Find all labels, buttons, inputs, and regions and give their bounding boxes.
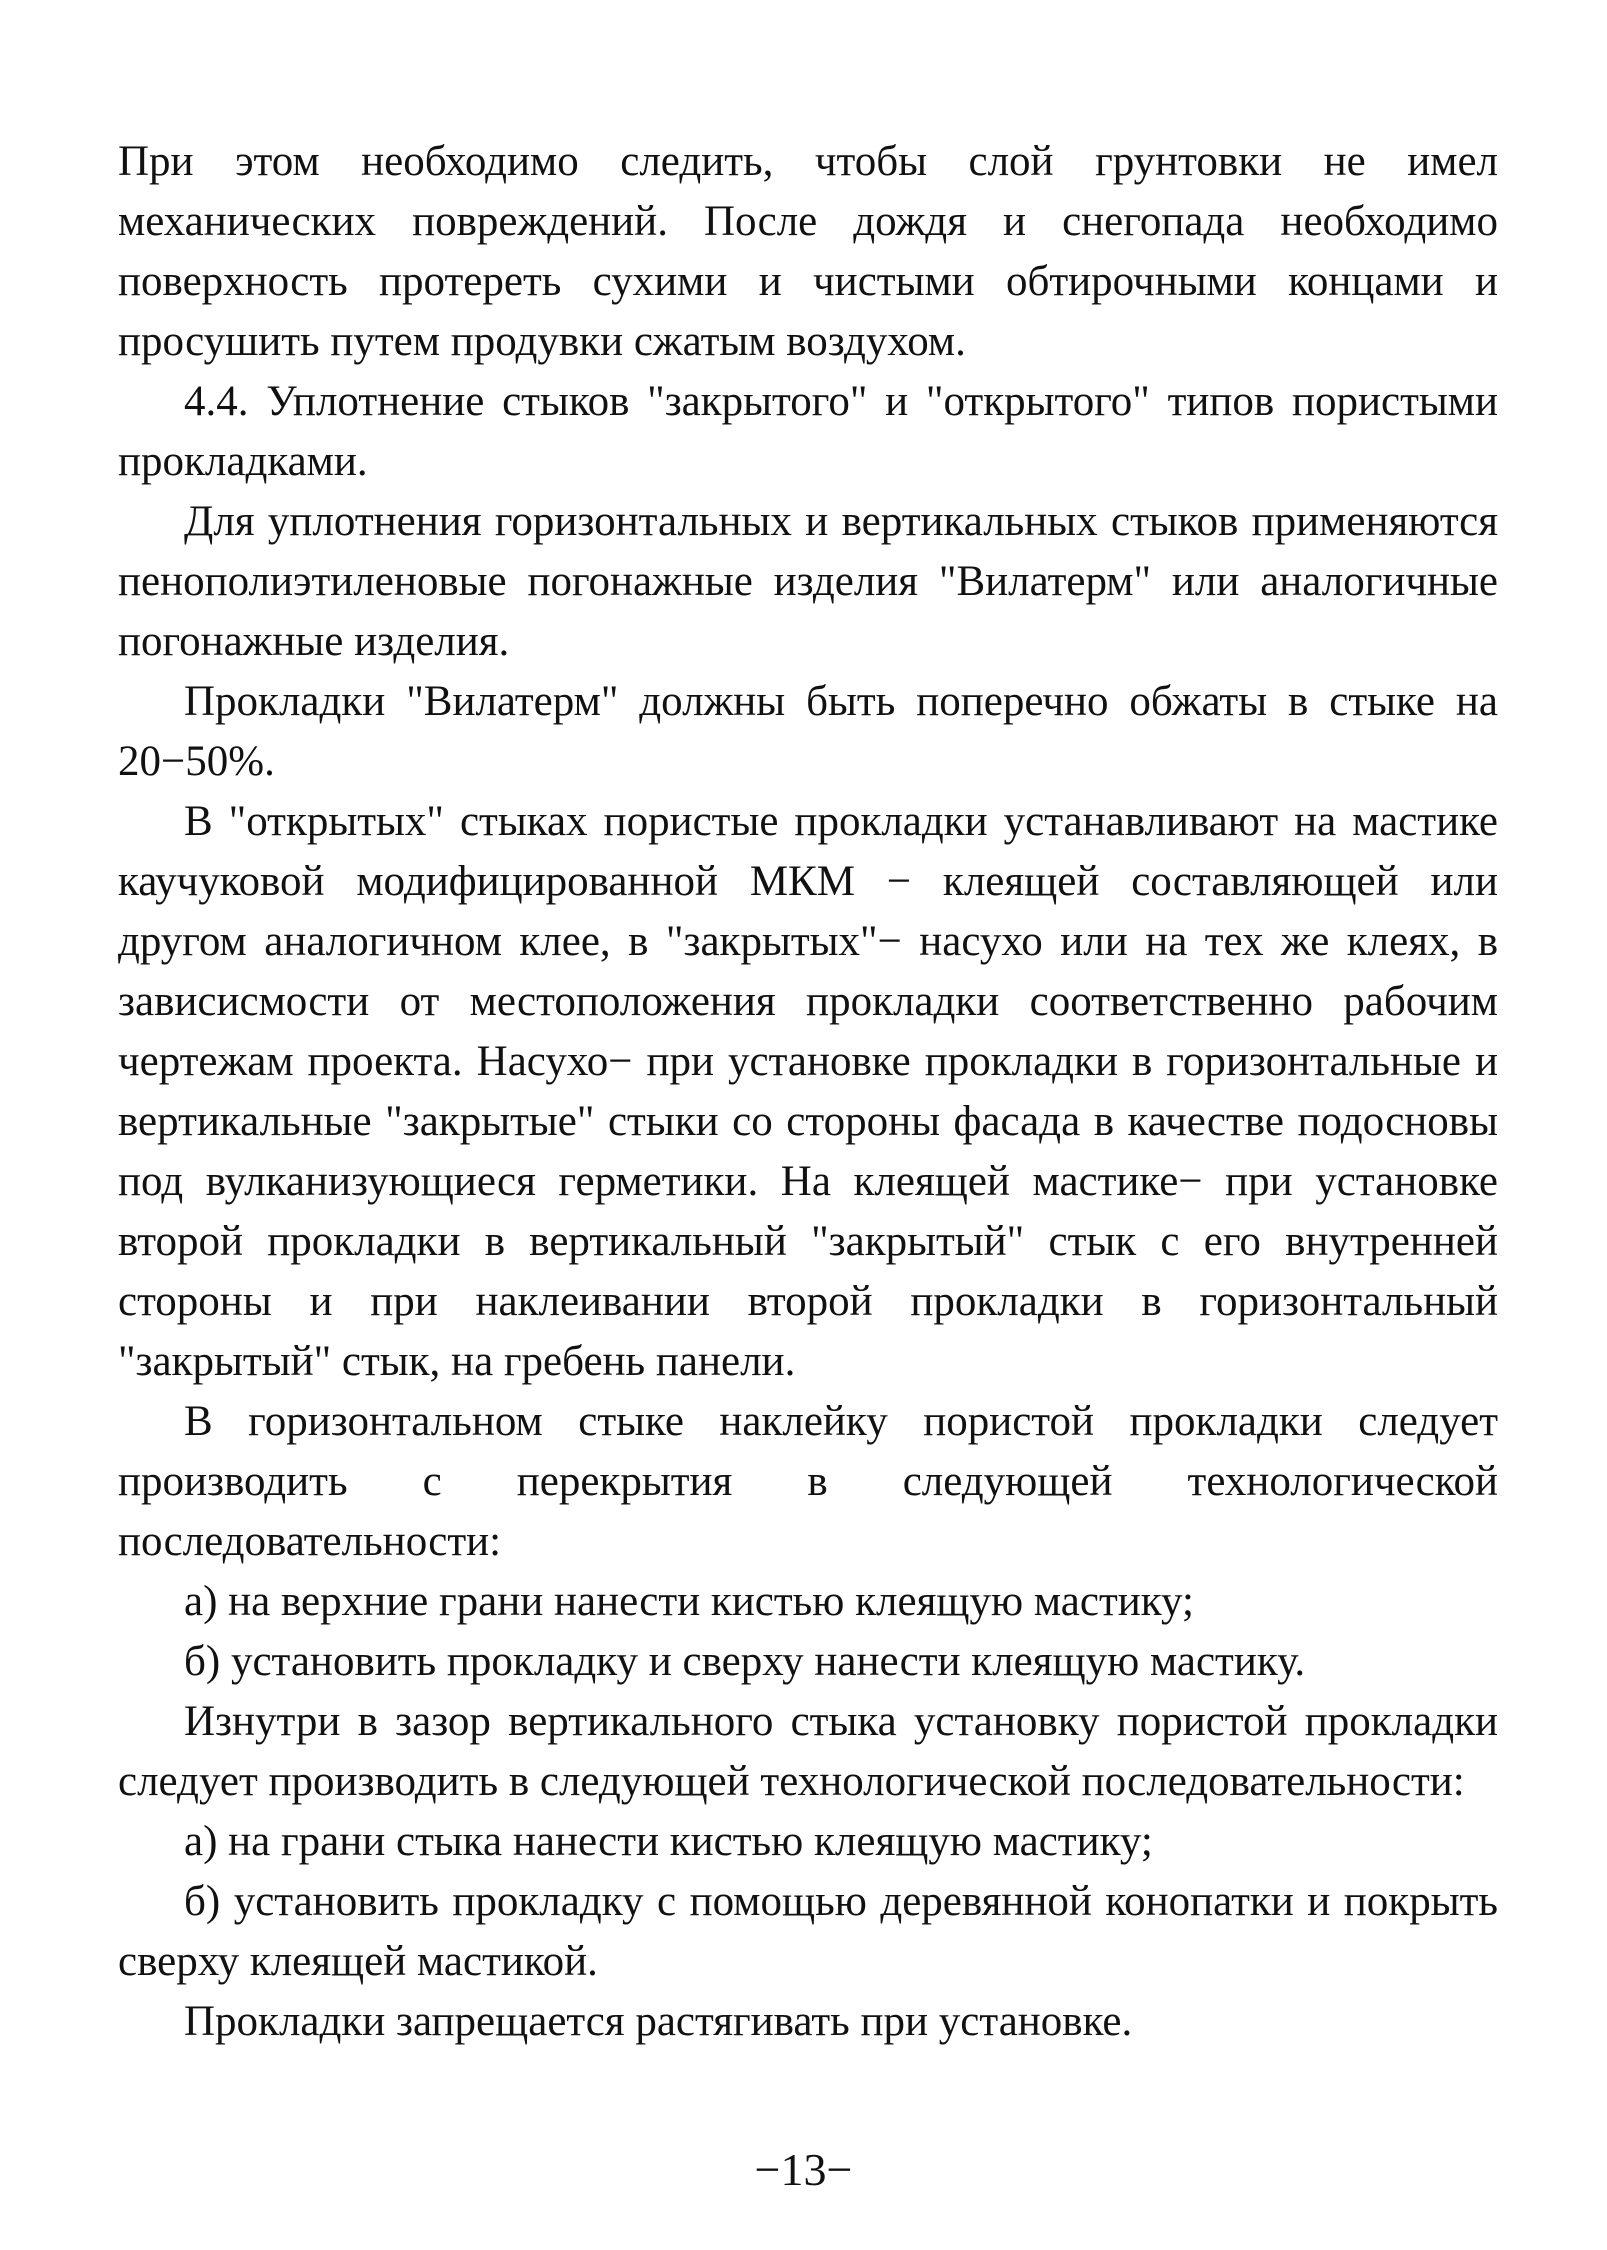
- page-number: −13−: [754, 2144, 853, 2195]
- paragraph-horizontal-joint: В горизонтальном стыке наклейку пористой прокладки следует производить с перекрытия в следующей технологической последовательности:: [118, 1398, 1498, 1565]
- list-item-a-vertical: а) на грани стыка нанести кистью клеящую мастику;: [184, 1818, 1153, 1865]
- list-item-a-horizontal: а) на верхние грани нанести кистью клеящую мастику;: [184, 1578, 1194, 1625]
- paragraph-compression: Прокладки "Вилатерм" должны быть поперечно обжаты в стыке на 20−50%.: [118, 678, 1498, 785]
- body-text: [118, 132, 1498, 2052]
- paragraph-installation: В "открытых" стыках пористые прокладки устанавливают на мастике каучуковой модифицированной МКМ − клеящей составляющей или другом аналогичном клее, в "закрытых"− насухо или на тех же клеях, в зависисмости от местоположения прокладки соответственно рабочим чертежам проекта. Насухо− при установке прокладки в горизонтальные и вертикальные "закрытые" стыки со стороны фасада в качестве подосновы под вулканизующиеся герметики. На клеящей мастике− при установке второй прокладки в вертикальный "закрытый" стык с его внутренней стороны и при наклеивании второй прокладки в горизонтальный "закрытый" стык, на гребень панели.: [118, 798, 1498, 1385]
- list-item-b-vertical: б) установить прокладку с помощью деревянной конопатки и покрыть сверху клеящей мастикой.: [118, 1878, 1498, 1985]
- paragraph-no-stretching: Прокладки запрещается растягивать при установке.: [184, 1998, 1133, 2045]
- paragraph-primer-note: При этом необходимо следить, чтобы слой грунтовки не имел механических повреждений. После дождя и снегопада необходимо поверхность протереть сухими и чистыми обтирочными концами и просушить путем продувки сжатым воздухом.: [118, 138, 1498, 365]
- list-item-b-horizontal: б) установить прокладку и сверху нанести клеящую мастику.: [184, 1638, 1306, 1685]
- paragraph-materials: Для уплотнения горизонтальных и вертикальных стыков применяются пенополиэтиленовые погонажные изделия "Вилатерм" или аналогичные погонажные изделия.: [118, 498, 1498, 665]
- section-heading-4-4: 4.4. Уплотнение стыков "закрытого" и "открытого" типов пористыми прокладками.: [118, 378, 1498, 485]
- paragraph-vertical-joint: Изнутри в зазор вертикального стыка установку пористой прокладки следует производить в следующей технологической последовательности:: [118, 1698, 1498, 1805]
